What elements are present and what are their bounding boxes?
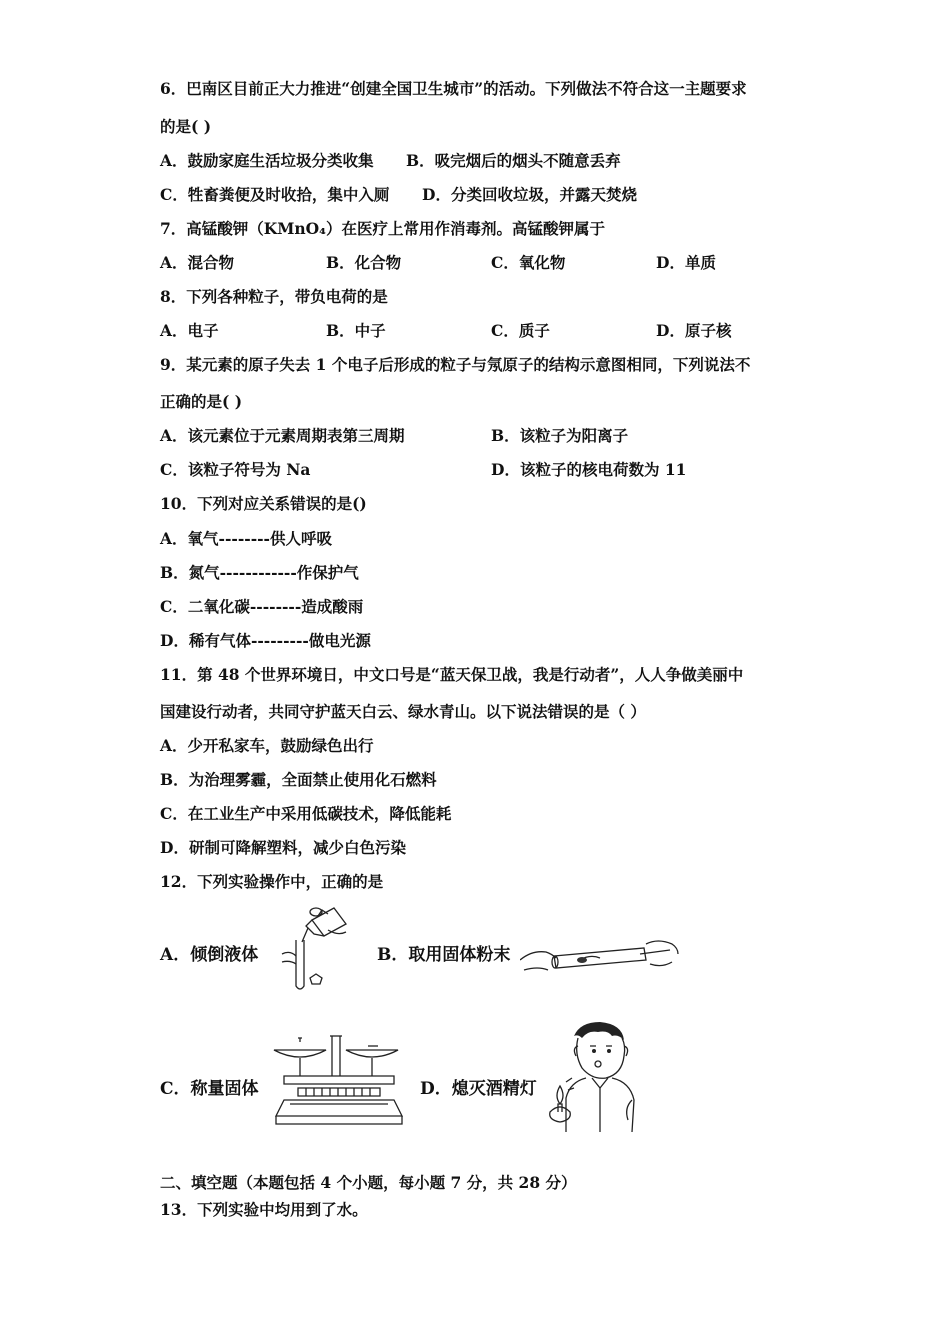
q12-option-b: B．取用固体粉末: [377, 945, 511, 965]
q8-option-a: A．电子: [160, 321, 219, 340]
q9-stem-line2: 正确的是( ): [160, 392, 243, 411]
q12-stem: 12．下列实验操作中，正确的是: [160, 872, 384, 891]
q10-option-c: C．二氧化碳--------造成酸雨: [160, 597, 364, 616]
q10-stem: 10．下列对应关系错误的是(): [160, 494, 367, 513]
q8-option-d: D．原子核: [656, 321, 732, 340]
q12-option-a: A．倾倒液体: [160, 945, 259, 965]
q8-option-b: B．中子: [326, 321, 386, 340]
q13-stem: 13．下列实验中均用到了水。: [160, 1200, 368, 1219]
q7-option-a: A．混合物: [160, 253, 235, 272]
q10-option-d: D．稀有气体---------做电光源: [160, 631, 371, 650]
q10-option-a: A．氧气--------供人呼吸: [160, 529, 332, 548]
q6-option-c: C．牲畜粪便及时收拾，集中入厕: [160, 185, 390, 204]
q8-option-c: C．质子: [491, 321, 550, 340]
q11-option-d: D．研制可降解塑料，减少白色污染: [160, 838, 406, 857]
q10-option-b: B．氮气------------作保护气: [160, 563, 359, 582]
q6-stem-line1: 6．巴南区目前正大力推进“创建全国卫生城市”的活动。下列做法不符合这一主题要求: [160, 79, 747, 98]
q11-stem-line2: 国建设行动者，共同守护蓝天白云、绿水青山。以下说法错误的是（ ）: [160, 702, 646, 721]
powder-sampling-figure: [520, 930, 680, 986]
q11-stem-line1: 11．第 48 个世界环境日，中文口号是“蓝天保卫战，我是行动者”，人人争做美丽中: [160, 665, 744, 684]
q6-option-d: D．分类回收垃圾，并露天焚烧: [422, 185, 637, 204]
q7-option-b: B．化合物: [326, 253, 402, 272]
balance-scale-figure: [270, 1030, 410, 1132]
q7-option-d: D．单质: [656, 253, 716, 272]
q11-option-a: A．少开私家车，鼓励绿色出行: [160, 736, 374, 755]
q9-option-a: A．该元素位于元素周期表第三周期: [160, 426, 405, 445]
q12-option-c: C．称量固体: [160, 1079, 259, 1099]
pouring-liquid-figure: [272, 902, 352, 992]
q9-option-d: D．该粒子的核电荷数为 11: [491, 460, 687, 479]
q7-stem: 7．高锰酸钾（KMnO₄）在医疗上常用作消毒剂。高锰酸钾属于: [160, 219, 605, 238]
q6-option-b: B．吸完烟后的烟头不随意丢弃: [406, 151, 621, 170]
q8-stem: 8．下列各种粒子，带负电荷的是: [160, 287, 388, 306]
q9-stem-line1: 9．某元素的原子失去 1 个电子后形成的粒子与氖原子的结构示意图相同，下列说法不: [160, 355, 751, 374]
q12-option-d: D．熄灭酒精灯: [420, 1079, 537, 1099]
q6-stem-line2: 的是( ): [160, 117, 212, 136]
q6-option-a: A．鼓励家庭生活垃圾分类收集: [160, 151, 374, 170]
q11-option-b: B．为治理雾霾，全面禁止使用化石燃料: [160, 770, 437, 789]
q7-option-c: C．氧化物: [491, 253, 566, 272]
extinguish-lamp-figure: [546, 1020, 646, 1134]
q9-option-b: B．该粒子为阳离子: [491, 426, 629, 445]
q11-option-c: C．在工业生产中采用低碳技术，降低能耗: [160, 804, 452, 823]
q9-option-c: C．该粒子符号为 Na: [160, 460, 311, 479]
section2-heading: 二、填空题（本题包括 4 个小题，每小题 7 分，共 28 分）: [160, 1173, 577, 1192]
